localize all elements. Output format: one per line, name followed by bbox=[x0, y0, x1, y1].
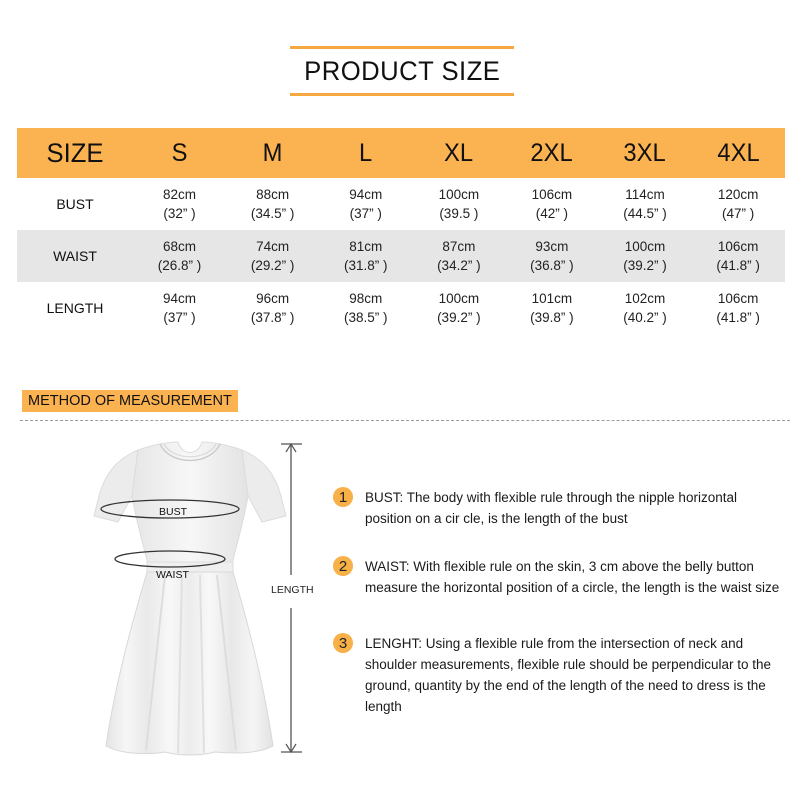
inch-value: (38.5” ) bbox=[343, 310, 388, 325]
cm-value: 74cm bbox=[256, 239, 290, 254]
waist-diagram-label: WAIST bbox=[156, 569, 189, 581]
table-cell bbox=[505, 237, 598, 275]
inch-value: (39.2” ) bbox=[623, 258, 667, 273]
row-label-bust: BUST bbox=[56, 196, 94, 212]
length-diagram-label: LENGTH bbox=[271, 584, 314, 596]
size-chart-table bbox=[17, 128, 785, 334]
cm-value: 101cm bbox=[531, 291, 573, 306]
cm-value: 100cm bbox=[624, 239, 666, 254]
size-header-4xl: 4XL bbox=[716, 138, 760, 167]
inch-value: (34.5” ) bbox=[250, 206, 295, 221]
row-label-waist: WAIST bbox=[53, 248, 97, 264]
cm-value: 87cm bbox=[442, 239, 476, 254]
size-header-xl: XL bbox=[444, 138, 474, 167]
cm-value: 94cm bbox=[163, 291, 197, 306]
inch-value: (39.5 ) bbox=[439, 206, 479, 221]
step-text: LENGHT: Using a flexible rule from the intersection of neck and shoulder measurements, flexible rule should be perpendicular to the ground, quantity by the end of the length of the need to dress is the length bbox=[365, 636, 771, 714]
inch-value: (44.5” ) bbox=[623, 206, 667, 221]
table-cell bbox=[319, 237, 412, 275]
table-cell bbox=[505, 185, 598, 223]
inch-value: (47” ) bbox=[721, 206, 755, 221]
page-title-frame bbox=[290, 46, 514, 96]
size-header-label: SIZE bbox=[46, 137, 104, 168]
table-cell bbox=[692, 185, 785, 223]
step-waist bbox=[333, 556, 783, 598]
inch-value: (29.2” ) bbox=[250, 258, 295, 273]
step-text: WAIST: With flexible rule on the skin, 3 cm above the belly button measure the horizontal position of a circle, the length is the waist size bbox=[365, 559, 780, 595]
table-cell bbox=[226, 289, 319, 327]
inch-value: (37” ) bbox=[349, 206, 382, 221]
cm-value: 93cm bbox=[535, 239, 569, 254]
cm-value: 88cm bbox=[256, 187, 290, 202]
step-number-badge: 1 bbox=[333, 487, 353, 507]
cm-value: 100cm bbox=[438, 187, 480, 202]
cm-value: 102cm bbox=[624, 291, 666, 306]
inch-value: (41.8” ) bbox=[716, 310, 760, 325]
cm-value: 96cm bbox=[256, 291, 290, 306]
table-cell bbox=[412, 237, 505, 275]
table-cell bbox=[319, 185, 412, 223]
bust-diagram-label: BUST bbox=[159, 506, 188, 518]
inch-value: (39.8” ) bbox=[530, 310, 574, 325]
inch-value: (37” ) bbox=[163, 310, 196, 325]
inch-value: (40.2” ) bbox=[623, 310, 667, 325]
size-header-m: M bbox=[262, 138, 283, 167]
size-header-s: S bbox=[171, 138, 188, 167]
table-row-bust bbox=[17, 178, 785, 230]
table-cell bbox=[133, 185, 226, 223]
table-cell bbox=[412, 289, 505, 327]
cm-value: 120cm bbox=[717, 187, 759, 202]
step-number-badge: 3 bbox=[333, 633, 353, 653]
table-row-waist bbox=[17, 230, 785, 282]
cm-value: 98cm bbox=[349, 291, 383, 306]
cm-value: 106cm bbox=[717, 239, 759, 254]
table-cell bbox=[598, 237, 691, 275]
table-cell bbox=[133, 289, 226, 327]
table-cell bbox=[319, 289, 412, 327]
dress-diagram bbox=[60, 430, 320, 770]
inch-value: (36.8” ) bbox=[530, 258, 574, 273]
inch-value: (41.8” ) bbox=[716, 258, 760, 273]
row-label-length: LENGTH bbox=[46, 300, 104, 316]
table-cell bbox=[133, 237, 226, 275]
table-cell bbox=[226, 237, 319, 275]
step-bust bbox=[333, 487, 783, 529]
size-header-l: L bbox=[359, 138, 373, 167]
dress-icon bbox=[60, 430, 320, 770]
table-cell bbox=[598, 289, 691, 327]
size-header-3xl: 3XL bbox=[623, 138, 667, 167]
cm-value: 68cm bbox=[163, 239, 197, 254]
page-title: PRODUCT SIZE bbox=[303, 55, 501, 86]
table-cell bbox=[692, 237, 785, 275]
size-header-2xl: 2XL bbox=[530, 138, 574, 167]
step-text: BUST: The body with flexible rule through the nipple horizontal position on a cir cle, is the length of the bust bbox=[365, 490, 737, 526]
cm-value: 94cm bbox=[349, 187, 383, 202]
table-cell bbox=[692, 289, 785, 327]
inch-value: (31.8” ) bbox=[343, 258, 388, 273]
inch-value: (42” ) bbox=[535, 206, 569, 221]
inch-value: (26.8” ) bbox=[157, 258, 202, 273]
cm-value: 100cm bbox=[438, 291, 480, 306]
cm-value: 114cm bbox=[625, 187, 665, 202]
inch-value: (32” ) bbox=[163, 206, 196, 221]
step-length bbox=[333, 633, 783, 717]
inch-value: (37.8” ) bbox=[250, 310, 295, 325]
step-number-badge: 2 bbox=[333, 556, 353, 576]
inch-value: (39.2” ) bbox=[437, 310, 481, 325]
section-divider bbox=[20, 420, 790, 421]
inch-value: (34.2” ) bbox=[437, 258, 481, 273]
cm-value: 106cm bbox=[531, 187, 573, 202]
size-header-row bbox=[17, 128, 785, 178]
method-heading: METHOD OF MEASUREMENT bbox=[22, 390, 238, 412]
table-cell bbox=[598, 185, 691, 223]
cm-value: 82cm bbox=[163, 187, 197, 202]
cm-value: 81cm bbox=[349, 239, 383, 254]
cm-value: 106cm bbox=[717, 291, 759, 306]
table-cell bbox=[412, 185, 505, 223]
table-cell bbox=[505, 289, 598, 327]
table-row-length bbox=[17, 282, 785, 334]
table-cell bbox=[226, 185, 319, 223]
